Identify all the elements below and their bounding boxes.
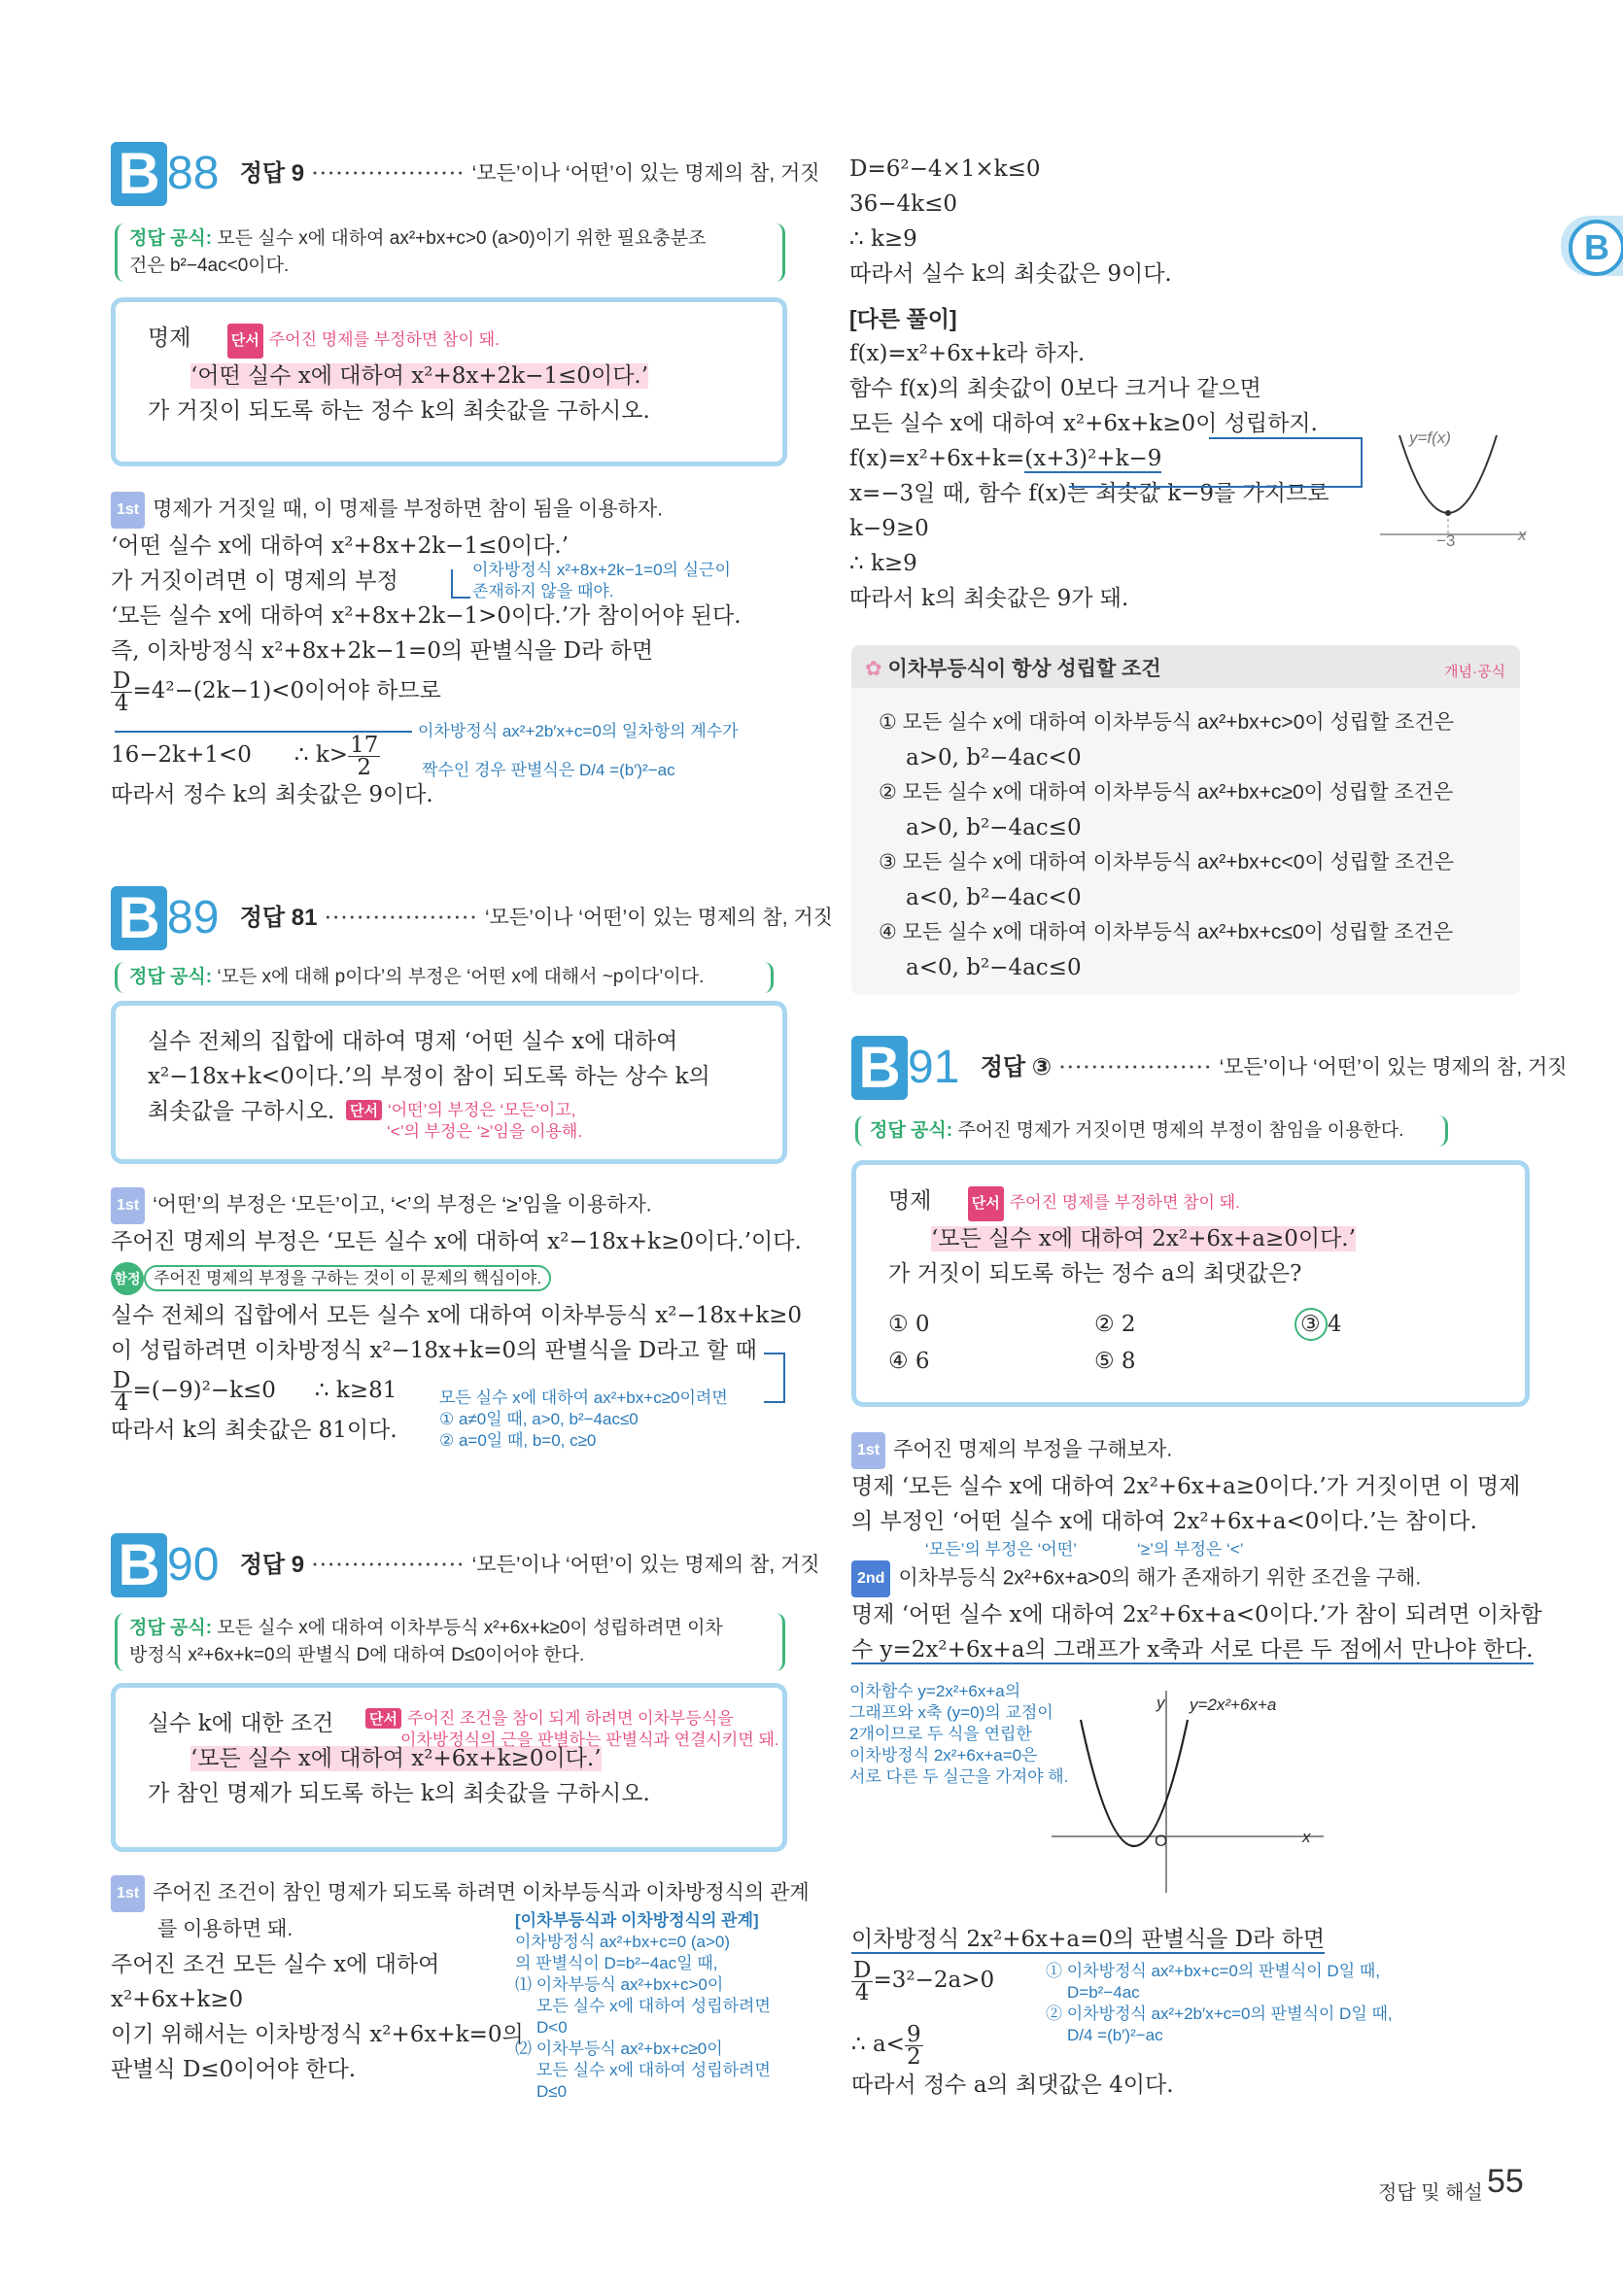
box-label: 실수 k에 대한 조건 bbox=[148, 1711, 334, 1736]
box-label: 명제 bbox=[148, 326, 191, 351]
problem-badge-letter: B bbox=[111, 142, 167, 206]
side-note: ① 이차방정식 ax²+bx+c=0의 판별식이 D일 때, bbox=[1046, 1962, 1380, 1980]
topic-label: ‘모든’이나 ‘어떤’이 있는 명제의 참, 거짓 bbox=[484, 907, 833, 929]
step-text: 를 이용하면 돼. bbox=[157, 1918, 294, 1940]
graph-label: y=2x²+6x+a bbox=[1190, 1696, 1277, 1714]
hint-tag: 단서 bbox=[227, 324, 263, 359]
graph-tick: −3 bbox=[1436, 531, 1456, 550]
step-badge: 1st bbox=[851, 1432, 885, 1469]
condition-item: ④ 모든 실수 x에 대하여 이차부등식 ax²+bx+c≤0이 성립할 조건은 bbox=[879, 921, 1454, 943]
formula-text: ‘모든 x에 대해 p이다’의 부정은 ‘어떤 x에 대해서 ~p이다’이다. bbox=[217, 967, 705, 987]
condition-value: a>0, b²−4ac≤0 bbox=[906, 815, 1082, 840]
question: 가 참인 명제가 되도록 하는 k의 최솟값을 구하시오. bbox=[148, 1781, 650, 1806]
sol-line: 따라서 정수 a의 최댓값은 4이다. bbox=[851, 2073, 1174, 2098]
formula-title: 정답 공식: bbox=[129, 1618, 213, 1638]
sol-line: 즉, 이차방정식 x²+8x+2k−1=0의 판별식을 D라 하면 bbox=[111, 638, 654, 664]
topic-label: ‘모든’이나 ‘어떤’이 있는 명제의 참, 거짓 bbox=[1219, 1056, 1568, 1079]
choice-3: ③ 4 bbox=[1300, 1312, 1342, 1337]
formula-89 bbox=[115, 962, 774, 993]
hint-text: ‘<’의 부정은 ‘≥’임을 이용해. bbox=[387, 1122, 583, 1141]
topic-label: ‘모든’이나 ‘어떤’이 있는 명제의 참, 거짓 bbox=[471, 162, 820, 185]
side-note: 이차함수 y=2x²+6x+a의 bbox=[849, 1682, 1021, 1700]
tip-text: 주어진 명제의 부정을 구하는 것이 이 문제의 핵심이야. bbox=[144, 1265, 551, 1291]
condition-item: ③ 모든 실수 x에 대하여 이차부등식 ax²+bx+c<0이 성립할 조건은 bbox=[879, 851, 1455, 874]
side-note: 서로 다른 두 실근을 가져야 해. bbox=[849, 1767, 1069, 1786]
condition-value: a>0, b²−4ac<0 bbox=[906, 745, 1082, 771]
leader-dots: ··················· bbox=[324, 906, 478, 931]
step-text: 명제가 거짓일 때, 이 명제를 부정하면 참이 됨을 이용하자. bbox=[153, 497, 664, 521]
sol-line: 함수 f(x)의 최솟값이 0보다 크거나 같으면 bbox=[849, 376, 1261, 401]
frac-den: 4 bbox=[114, 690, 129, 716]
sol-line: ∴ k≥9 bbox=[849, 226, 917, 252]
choice-2: ② 2 bbox=[1094, 1312, 1136, 1337]
hint-tag: 단서 bbox=[346, 1100, 382, 1120]
problem-badge-letter: B bbox=[851, 1036, 908, 1100]
side-note: 2개이므로 두 식을 연립한 bbox=[849, 1725, 1032, 1743]
sol-line: f(x)=x²+6x+k= bbox=[849, 446, 1025, 471]
side-note: 이차방정식 ax²+bx+c=0 (a>0) bbox=[515, 1933, 731, 1951]
choice-1: ① 0 bbox=[888, 1312, 930, 1337]
formula-text: 모든 실수 x에 대하여 이차부등식 x²+6x+k≥0이 성립하려면 이차 bbox=[217, 1618, 723, 1638]
box-line: 실수 전체의 집합에 대하여 명제 ‘어떤 실수 x에 대하여 bbox=[148, 1029, 678, 1054]
condition-item: ② 모든 실수 x에 대하여 이차부등식 ax²+bx+c≥0이 성립할 조건은 bbox=[879, 781, 1454, 804]
frac-num: 9 bbox=[906, 2021, 921, 2047]
sol-line: 36−4k≤0 bbox=[849, 191, 958, 217]
problem-88-header bbox=[111, 142, 820, 210]
sol-line: ∴ k> bbox=[294, 742, 349, 768]
sol-line: =(−9)²−k≤0 bbox=[132, 1378, 276, 1403]
arrow bbox=[1069, 486, 1361, 488]
side-note: 그래프와 x축 (y=0)의 교점이 bbox=[849, 1703, 1053, 1722]
sol-line: f(x)=x²+6x+k라 하자. bbox=[849, 341, 1086, 366]
formula-title: 정답 공식: bbox=[129, 228, 213, 249]
concept-title: 이차부등식이 항상 성립할 조건 bbox=[887, 658, 1161, 680]
formula-title: 정답 공식: bbox=[129, 967, 213, 987]
sol-line: 이 성립하려면 이차방정식 x²−18x+k=0의 판별식을 D라고 할 때 bbox=[111, 1338, 757, 1363]
formula-90 bbox=[115, 1613, 785, 1671]
step-badge: 1st bbox=[111, 1875, 145, 1912]
hint-tag: 단서 bbox=[968, 1186, 1004, 1221]
sol-line: x=−3일 때, 함수 f(x)는 최솟값 k−9를 가지므로 bbox=[849, 481, 1329, 506]
side-note: D=b²−4ac bbox=[1067, 1983, 1140, 2002]
side-note: 이차방정식 ax²+2b′x+c=0의 일차항의 계수가 bbox=[418, 722, 739, 740]
side-note-title: [이차부등식과 이차방정식의 관계] bbox=[515, 1911, 759, 1930]
step-badge: 2nd bbox=[851, 1560, 890, 1597]
footer-label: 정답 및 해설 bbox=[1378, 2182, 1483, 2204]
problem-number: 91 bbox=[908, 1042, 960, 1093]
hint-text: 이차방정식의 근을 판별하는 판별식과 연결시키면 돼. bbox=[400, 1731, 779, 1749]
problem-91-header bbox=[851, 1036, 1568, 1104]
side-note: 이차방정식 x²+8x+2k−1=0의 실근이 bbox=[472, 561, 731, 579]
sol-line: 주어진 명제의 부정은 ‘모든 실수 x에 대하여 x²−18x+k≥0이다.’이다. bbox=[111, 1229, 802, 1254]
frac-den: 4 bbox=[114, 1389, 129, 1416]
frac-den: 2 bbox=[357, 754, 372, 780]
arrow bbox=[115, 731, 412, 733]
side-note: ⑵ 이차부등식 ax²+bx+c≥0이 bbox=[515, 2039, 723, 2058]
sol-line: k−9≥0 bbox=[849, 516, 929, 541]
statement: ‘모든 실수 x에 대하여 2x²+6x+a≥0이다.’ bbox=[931, 1226, 1356, 1251]
frac-den: 2 bbox=[906, 2043, 921, 2070]
statement: ‘모든 실수 x에 대하여 x²+6x+k≥0이다.’ bbox=[190, 1746, 602, 1771]
choice-4: ④ 6 bbox=[888, 1349, 930, 1374]
sol-line: 명제 ‘모든 실수 x에 대하여 2x²+6x+a≥0이다.’가 거짓이면 이 명제 bbox=[851, 1474, 1521, 1499]
formula-text: 주어진 명제가 거짓이면 명제의 부정이 참임을 이용한다. bbox=[957, 1120, 1404, 1141]
sol-line: =3²−2a>0 bbox=[873, 1968, 995, 1993]
problem-89-header bbox=[111, 886, 833, 954]
graph-axis-label: x bbox=[1302, 1828, 1311, 1846]
leader-dots: ··················· bbox=[1058, 1055, 1213, 1080]
parabola-graph bbox=[1380, 426, 1536, 552]
answer-label: 정답 9 bbox=[239, 160, 305, 187]
problem-90-header bbox=[111, 1533, 820, 1601]
frac-num: D bbox=[113, 1367, 131, 1393]
sol-line: ‘모든 실수 x에 대하여 x²+8x+2k−1>0이다.’가 참이어야 된다. bbox=[111, 603, 742, 629]
choice-5: ⑤ 8 bbox=[1094, 1349, 1136, 1374]
leader-dots: ··················· bbox=[311, 1553, 466, 1578]
arrow bbox=[764, 1353, 785, 1403]
formula-text: 모든 실수 x에 대하여 ax²+bx+c>0 (a>0)이기 위한 필요충분조 bbox=[217, 228, 707, 249]
problem-number: 90 bbox=[167, 1539, 220, 1591]
concept-tag: 개념·공식 bbox=[1444, 664, 1505, 680]
formula-text-2: 건은 b²−4ac<0이다. bbox=[129, 256, 290, 276]
sol-line: 수 y=2x²+6x+a의 그래프가 x축과 서로 다른 두 점에서 만나야 한다. bbox=[851, 1637, 1534, 1662]
sol-line: 명제 ‘어떤 실수 x에 대하여 2x²+6x+a<0이다.’가 참이 되려면 이차함 bbox=[851, 1602, 1542, 1628]
frac-num: D bbox=[113, 668, 131, 694]
side-note: ⑴ 이차부등식 ax²+bx+c>0이 bbox=[515, 1975, 724, 1994]
step-text: 주어진 조건이 참인 명제가 되도록 하려면 이차부등식과 이차방정식의 관계 bbox=[153, 1881, 810, 1904]
question: 가 거짓이 되도록 하는 정수 a의 최댓값은? bbox=[888, 1261, 1302, 1286]
hint-text: 주어진 명제를 부정하면 참이 돼. bbox=[1009, 1193, 1240, 1212]
condition-item: ① 모든 실수 x에 대하여 이차부등식 ax²+bx+c>0이 성립할 조건은 bbox=[879, 711, 1455, 734]
sol-line: 16−2k+1<0 bbox=[111, 742, 252, 768]
answer-label: 정답 ③ bbox=[980, 1054, 1053, 1080]
side-note: ② 이차방정식 ax²+2b′x+c=0의 판별식이 D일 때, bbox=[1046, 2005, 1393, 2023]
box-line: x²−18x+k<0이다.’의 부정이 참이 되도록 하는 상수 k의 bbox=[148, 1064, 710, 1089]
side-tab-letter: B bbox=[1569, 220, 1623, 276]
box-line: 최솟값을 구하시오. bbox=[148, 1099, 335, 1124]
frac-den: 4 bbox=[854, 1979, 870, 2005]
alt-solution-title: [다른 풀이] bbox=[849, 306, 957, 331]
step-badge: 1st bbox=[111, 492, 145, 529]
hint-text: ‘어떤’의 부정은 ‘모든’이고, bbox=[387, 1101, 576, 1119]
side-note: ‘모든’의 부정은 ‘어떤’ bbox=[925, 1540, 1077, 1559]
formula-title: 정답 공식: bbox=[870, 1120, 953, 1141]
problem-badge-letter: B bbox=[111, 886, 167, 950]
formula-91 bbox=[855, 1115, 1448, 1147]
sol-line: 모든 실수 x에 대하여 x²+6x+k≥0이 성립하지. bbox=[849, 411, 1318, 436]
side-note: 짝수인 경우 판별식은 D/4 =(b′)²−ac bbox=[422, 761, 675, 779]
sol-line: ∴ k≥9 bbox=[849, 551, 917, 576]
page-number: 55 bbox=[1487, 2163, 1524, 2200]
problem-number: 89 bbox=[167, 892, 220, 943]
formula-text-2: 방정식 x²+6x+k=0의 판별식 D에 대하여 D≤0이어야 한다. bbox=[129, 1645, 585, 1665]
step-text: ‘어떤’의 부정은 ‘모든’이고, ‘<’의 부정은 ‘≥’임을 이용하자. bbox=[153, 1193, 652, 1217]
sol-line: x²+6x+k≥0 bbox=[111, 1987, 244, 2012]
sol-line: 이차방정식 2x²+6x+a=0의 판별식을 D라 하면 bbox=[851, 1927, 1326, 1952]
frac-num: 17 bbox=[350, 732, 379, 758]
sol-line: D=6²−4×1×k≤0 bbox=[849, 156, 1041, 182]
answer-label: 정답 9 bbox=[239, 1552, 305, 1578]
arrow bbox=[451, 569, 470, 599]
arrow bbox=[1209, 437, 1363, 488]
sol-line: 따라서 k의 최솟값은 9가 돼. bbox=[849, 586, 1129, 611]
step-text: 이차부등식 2x²+6x+a>0의 해가 존재하기 위한 조건을 구해. bbox=[898, 1566, 1422, 1590]
graph-axis-label: y bbox=[1157, 1694, 1165, 1712]
condition-value: a<0, b²−4ac≤0 bbox=[906, 955, 1082, 980]
sol-line: 따라서 k의 최솟값은 81이다. bbox=[111, 1418, 397, 1443]
sol-line: 실수 전체의 집합에서 모든 실수 x에 대하여 이차부등식 x²−18x+k≥0 bbox=[111, 1303, 803, 1328]
hint-text: 주어진 조건을 참이 되게 하려면 이차부등식을 bbox=[406, 1709, 734, 1728]
side-note: ② a=0일 때, b=0, c≥0 bbox=[439, 1431, 597, 1450]
side-note: D≤0 bbox=[536, 2082, 568, 2101]
graph-axis-label: x bbox=[1518, 526, 1527, 544]
sol-line: 이기 위해서는 이차방정식 x²+6x+k=0의 bbox=[111, 2022, 524, 2047]
sol-line: 주어진 조건 모든 실수 x에 대하여 bbox=[111, 1952, 440, 1977]
statement: ‘어떤 실수 x에 대하여 x²+8x+2k−1≤0이다.’ bbox=[190, 363, 649, 389]
sol-line: (x+3)²+k−9 bbox=[1024, 446, 1162, 471]
question: 가 거짓이 되도록 하는 정수 k의 최솟값을 구하시오. bbox=[148, 398, 650, 424]
sol-line: ∴ k≥81 bbox=[314, 1378, 397, 1403]
hint-text: 주어진 명제를 부정하면 참이 돼. bbox=[268, 330, 500, 349]
step-badge: 1st bbox=[111, 1187, 145, 1224]
condition-value: a<0, b²−4ac<0 bbox=[906, 885, 1082, 910]
flower-icon: ✿ bbox=[865, 658, 882, 680]
tip-label: 함정 bbox=[111, 1262, 144, 1295]
graph-label: y=f(x) bbox=[1409, 428, 1451, 447]
side-note: 이차방정식 2x²+6x+a=0은 bbox=[849, 1746, 1038, 1765]
sol-line: 따라서 실수 k의 최솟값은 9이다. bbox=[849, 261, 1172, 287]
correct-mark bbox=[1295, 1308, 1328, 1341]
step-text: 주어진 명제의 부정을 구해보자. bbox=[893, 1438, 1173, 1461]
sol-line: 가 거짓이려면 이 명제의 부정 bbox=[111, 568, 398, 594]
frac-num: D bbox=[853, 1957, 872, 1983]
topic-label: ‘모든’이나 ‘어떤’이 있는 명제의 참, 거짓 bbox=[471, 1554, 820, 1576]
sol-line: ‘어떤 실수 x에 대하여 x²+8x+2k−1≤0이다.’ bbox=[111, 533, 570, 559]
side-note: 의 판별식이 D=b²−4ac일 때, bbox=[515, 1954, 718, 1972]
side-note: D/4 =(b′)²−ac bbox=[1067, 2026, 1163, 2044]
sol-line: 따라서 정수 k의 최솟값은 9이다. bbox=[111, 782, 433, 807]
side-note: 모든 실수 x에 대하여 ax²+bx+c≥0이려면 bbox=[439, 1388, 728, 1407]
formula-88 bbox=[115, 223, 785, 282]
sol-line: =4²−(2k−1)<0이어야 하므로 bbox=[132, 678, 441, 703]
hint-tag: 단서 bbox=[365, 1708, 401, 1729]
side-note: 모든 실수 x에 대하여 성립하려면 bbox=[536, 2061, 771, 2079]
side-note: 존재하지 않을 때야. bbox=[472, 582, 614, 600]
graph-origin: O bbox=[1155, 1832, 1168, 1850]
problem-badge-letter: B bbox=[111, 1533, 167, 1597]
box-label: 명제 bbox=[888, 1188, 932, 1214]
side-note: ‘≥’의 부정은 ‘<’ bbox=[1137, 1540, 1244, 1559]
leader-dots: ··················· bbox=[311, 161, 466, 187]
answer-label: 정답 81 bbox=[239, 905, 318, 931]
sol-line: ∴ a< bbox=[851, 2032, 905, 2057]
side-note: 모든 실수 x에 대하여 성립하려면 bbox=[536, 1997, 771, 2015]
problem-number: 88 bbox=[167, 148, 220, 199]
side-note: D<0 bbox=[536, 2018, 568, 2037]
sol-line: 판별식 D≤0이어야 한다. bbox=[111, 2057, 357, 2082]
sol-line: 의 부정인 ‘어떤 실수 x에 대하여 2x²+6x+a<0이다.’는 참이다. bbox=[851, 1509, 1477, 1534]
side-note: ① a≠0일 때, a>0, b²−4ac≤0 bbox=[439, 1410, 639, 1428]
